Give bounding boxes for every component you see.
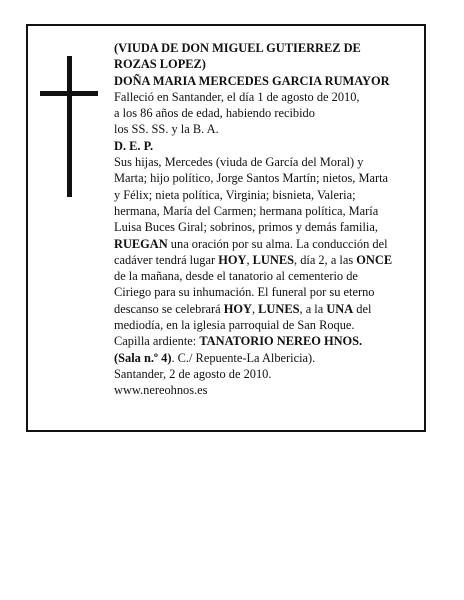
- request-line-5-a: descanso se celebrará: [114, 301, 224, 316]
- chapel-address: . C./ Repuente-La Albericia).: [171, 350, 316, 365]
- deceased-name: DOÑA MARIA MERCEDES GARCIA RUMAYOR: [114, 73, 390, 88]
- family-line-4: hermana, María del Carmen; hermana política, María: [114, 203, 379, 218]
- chapel-line-1: [114, 333, 426, 349]
- family-line-5: Luisa Buces Giral; sobrinos, primos y demás familia,: [114, 220, 378, 235]
- family-line-1: Sus hijas, Mercedes (viuda de García del Moral) y: [114, 155, 364, 170]
- request-line-1: [114, 236, 426, 252]
- death-line-3: los SS. SS. y la B. A.: [114, 122, 219, 137]
- request-line-1-rest: una oración por su alma. La conducción del: [167, 236, 388, 251]
- cross-horizontal-bar: [40, 91, 98, 96]
- request-line-5-d: del: [353, 301, 372, 316]
- request-line-4: Ciriego para su inhumación. El funeral por su eterno: [114, 285, 375, 300]
- notice-date: Santander, 2 de agosto de 2010.: [114, 366, 272, 381]
- funeral-home-name: TANATORIO NEREO HNOS.: [199, 334, 363, 349]
- family-line-3: y Félix; nieta política, Virginia; bisnieta, Valeria;: [114, 187, 356, 202]
- request-line-2-c: , día 2, a las: [294, 252, 357, 267]
- family-line-2: Marta; hijo político, Jorge Santos Martín; nietos, Marta: [114, 171, 389, 186]
- lunes-text-2: LUNES: [258, 301, 300, 316]
- request-line-2-a: cadáver tendrá lugar: [114, 252, 219, 267]
- lunes-text: LUNES: [252, 252, 294, 267]
- notice-text: [114, 40, 426, 399]
- once-text: ONCE: [356, 252, 393, 267]
- una-text: UNA: [326, 301, 354, 316]
- request-line-5-b: ,: [251, 301, 259, 316]
- dep-label: D. E. P.: [114, 138, 154, 153]
- cross-icon: [40, 56, 98, 197]
- hoy-text-2: HOY: [223, 301, 252, 316]
- request-line-2-b: ,: [246, 252, 253, 267]
- chapel-line-2: [114, 350, 426, 366]
- request-line-3: de la mañana, desde el tanatorio al cementerio de: [114, 269, 358, 284]
- death-line-2: a los 86 años de edad, habiendo recibido: [114, 106, 315, 121]
- room-number: (Sala n.º 4): [114, 350, 172, 365]
- obituary-notice: [26, 24, 426, 432]
- website-link[interactable]: www.nereohnos.es: [114, 383, 208, 398]
- header-line-1: (VIUDA DE DON MIGUEL GUTIERREZ DE: [114, 41, 361, 55]
- chapel-label: Capilla ardiente:: [114, 334, 200, 349]
- request-line-5: [114, 301, 426, 317]
- request-line-2: [114, 252, 426, 268]
- request-line-5-c: , a la: [299, 301, 327, 316]
- ruegan-text: RUEGAN: [114, 236, 168, 251]
- death-line-1: Falleció en Santander, el día 1 de agosto de 2010,: [114, 89, 360, 104]
- header-line-2: ROZAS LOPEZ): [114, 57, 206, 72]
- request-line-6: mediodía, en la iglesia parroquial de San Roque.: [114, 318, 355, 333]
- cross-vertical-bar: [67, 56, 72, 197]
- hoy-text: HOY: [218, 252, 247, 267]
